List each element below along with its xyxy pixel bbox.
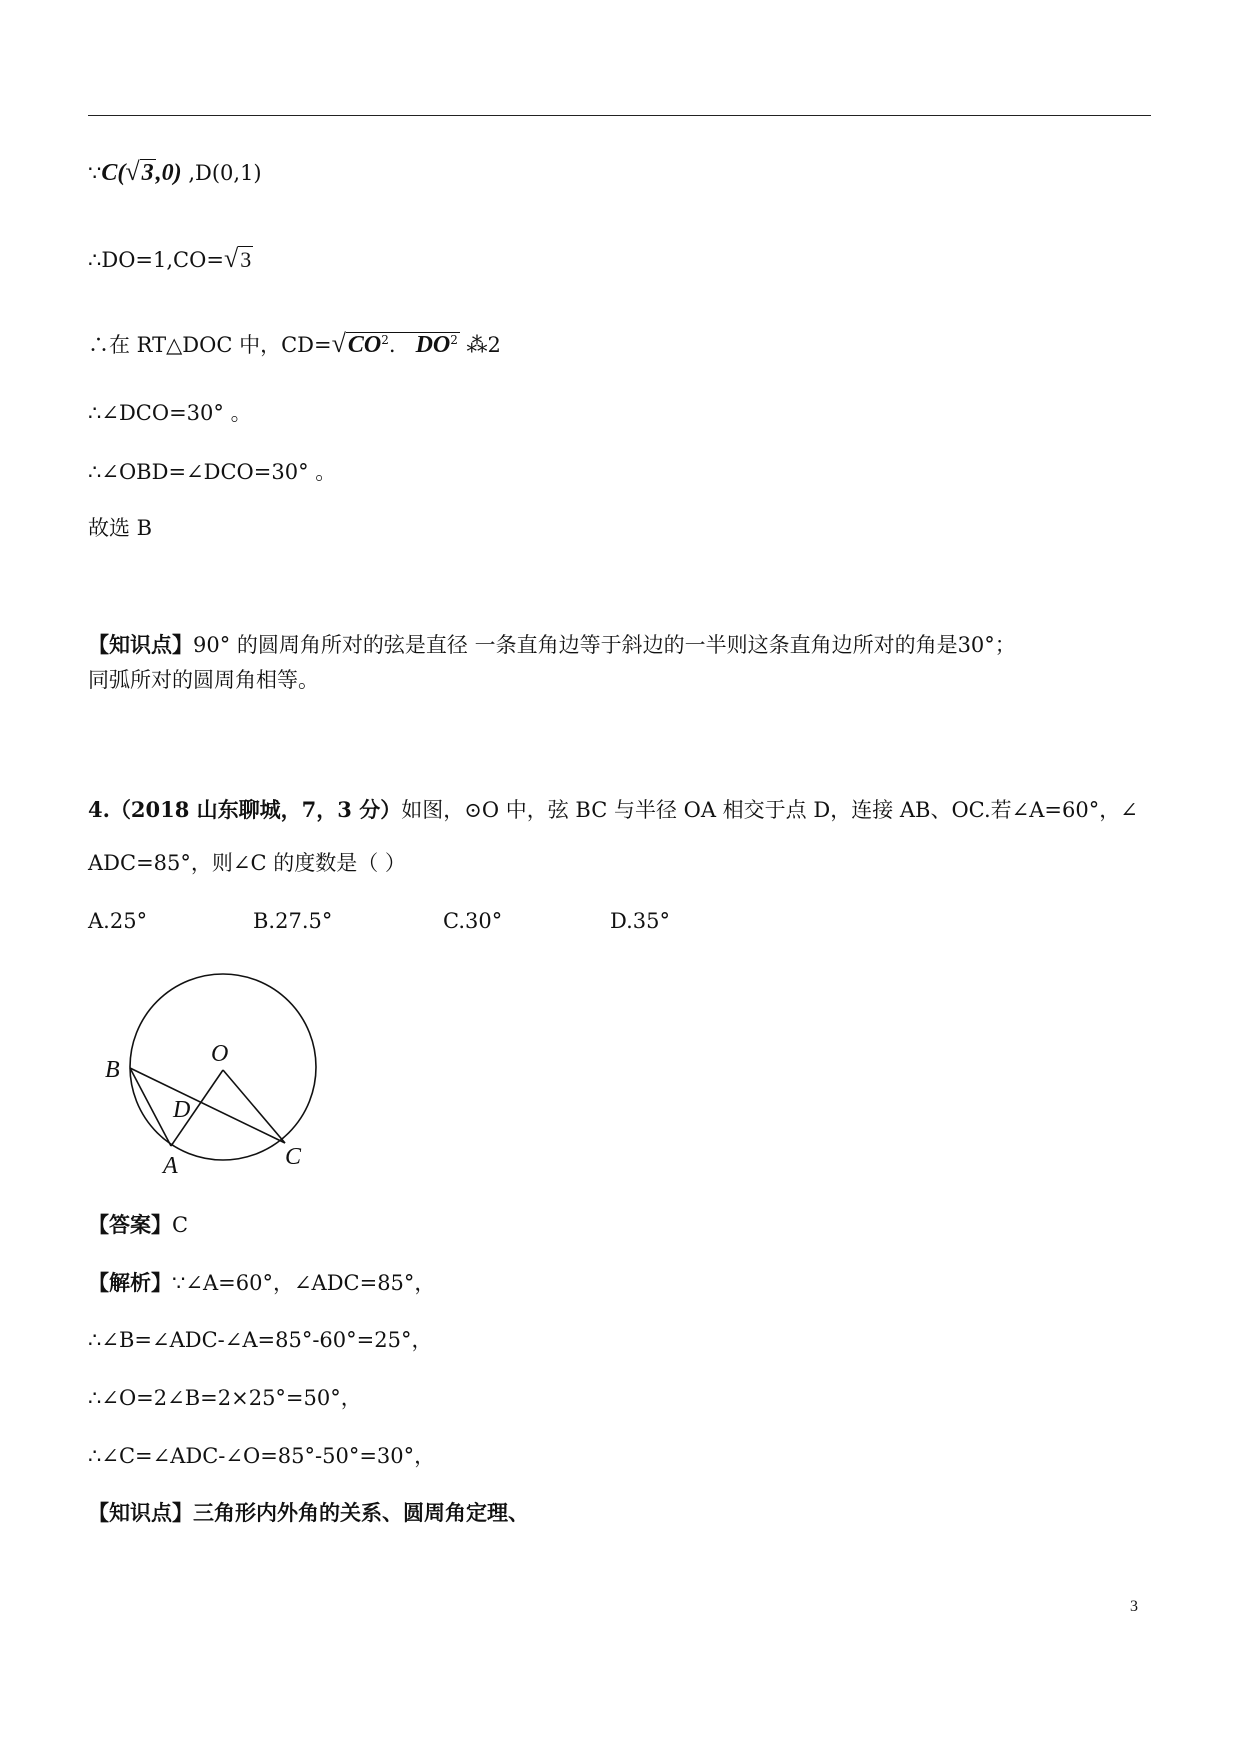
line-choose-b: 故选 B — [88, 516, 153, 540]
answer-value: C — [172, 1213, 189, 1237]
cd-text: ∴在 RT△DOC 中，CD= — [88, 333, 332, 357]
option-a: A.25° — [88, 909, 148, 933]
co-term: CO — [347, 332, 382, 358]
label-o: O — [211, 1041, 229, 1067]
line-given-points — [88, 156, 262, 189]
page-number: 3 — [1130, 1598, 1138, 1615]
segment-oc — [223, 1070, 285, 1143]
analysis-line2: ∴∠B=∠ADC-∠A=85°-60°=25°， — [88, 1328, 433, 1352]
line-angle-obd: ∴∠OBD=∠DCO=30° 。 — [88, 460, 337, 484]
question-text: 如图，⊙O 中，弦 BC 与半径 OA 相交于点 D，连接 AB、OC.若∠A=60°，∠ — [401, 798, 1138, 822]
analysis-line1 — [88, 1270, 435, 1296]
option-c: C.30° — [443, 909, 503, 933]
exponent: 2 — [450, 333, 458, 347]
answer-line — [88, 1212, 188, 1238]
radicand: 3 — [240, 247, 252, 272]
lengths-text: ∴DO=1,CO= — [88, 248, 224, 272]
answer-label: 【答案】 — [88, 1212, 172, 1237]
analysis-line4: ∴∠C=∠ADC-∠O=85°-50°=30°， — [88, 1444, 436, 1468]
question-number: 4.（2018 山东聊城，7，3 分） — [88, 797, 402, 822]
radicand: 3 — [141, 160, 154, 186]
option-b: B.27.5° — [253, 909, 333, 933]
line-cd-length — [88, 328, 501, 361]
cd-result: ⁂2 — [459, 333, 501, 357]
sqrt-symbol: √ — [125, 157, 140, 186]
line-angle-dco: ∴∠DCO=30° 。 — [88, 401, 252, 425]
sqrt-symbol: √ — [223, 244, 239, 273]
point-c: C( — [101, 160, 126, 186]
circle-figure — [95, 960, 325, 1180]
knowledge-text: 90° 的圆周角所对的弦是直径 一条直角边等于斜边的一半则这条直角边所对的角是30°； — [193, 633, 1016, 657]
analysis-label: 【解析】 — [88, 1270, 172, 1295]
options-row — [88, 908, 788, 938]
label-d: D — [173, 1097, 191, 1123]
knowledge-label: 【知识点】 — [88, 632, 193, 657]
label-b: B — [105, 1057, 120, 1083]
label-a: A — [163, 1153, 178, 1179]
sqrt-symbol: √ — [331, 329, 346, 358]
exponent: 2 — [381, 333, 389, 347]
point-d: ,D(0,1) — [181, 161, 262, 185]
circle-o — [130, 974, 316, 1160]
because-symbol: ∵ — [88, 161, 102, 185]
line-lengths — [88, 243, 253, 276]
analysis-line3: ∴∠O=2∠B=2×25°=50°， — [88, 1386, 362, 1410]
analysis-text: ∵∠A=60°，∠ADC=85°， — [172, 1271, 436, 1295]
chord-bc — [130, 1068, 285, 1143]
knowledge-point-1 — [88, 632, 1016, 658]
knowledge-label: 【知识点】 — [88, 1500, 193, 1525]
question-4-line1 — [88, 797, 1138, 823]
header-rule — [88, 115, 1151, 116]
option-d: D.35° — [610, 909, 670, 933]
knowledge-point-2 — [88, 1500, 529, 1526]
point-c-end: ,0) — [155, 160, 182, 186]
separator: . — [388, 333, 396, 357]
question-4-line2: ADC=85°，则∠C 的度数是（ ） — [88, 851, 406, 875]
knowledge-text: 三角形内外角的关系、圆周角定理、 — [193, 1500, 529, 1525]
segment-ab — [130, 1068, 171, 1146]
knowledge-text-line2: 同弧所对的圆周角相等。 — [88, 668, 319, 692]
label-c: C — [285, 1144, 302, 1170]
do-term: DO — [415, 332, 451, 358]
